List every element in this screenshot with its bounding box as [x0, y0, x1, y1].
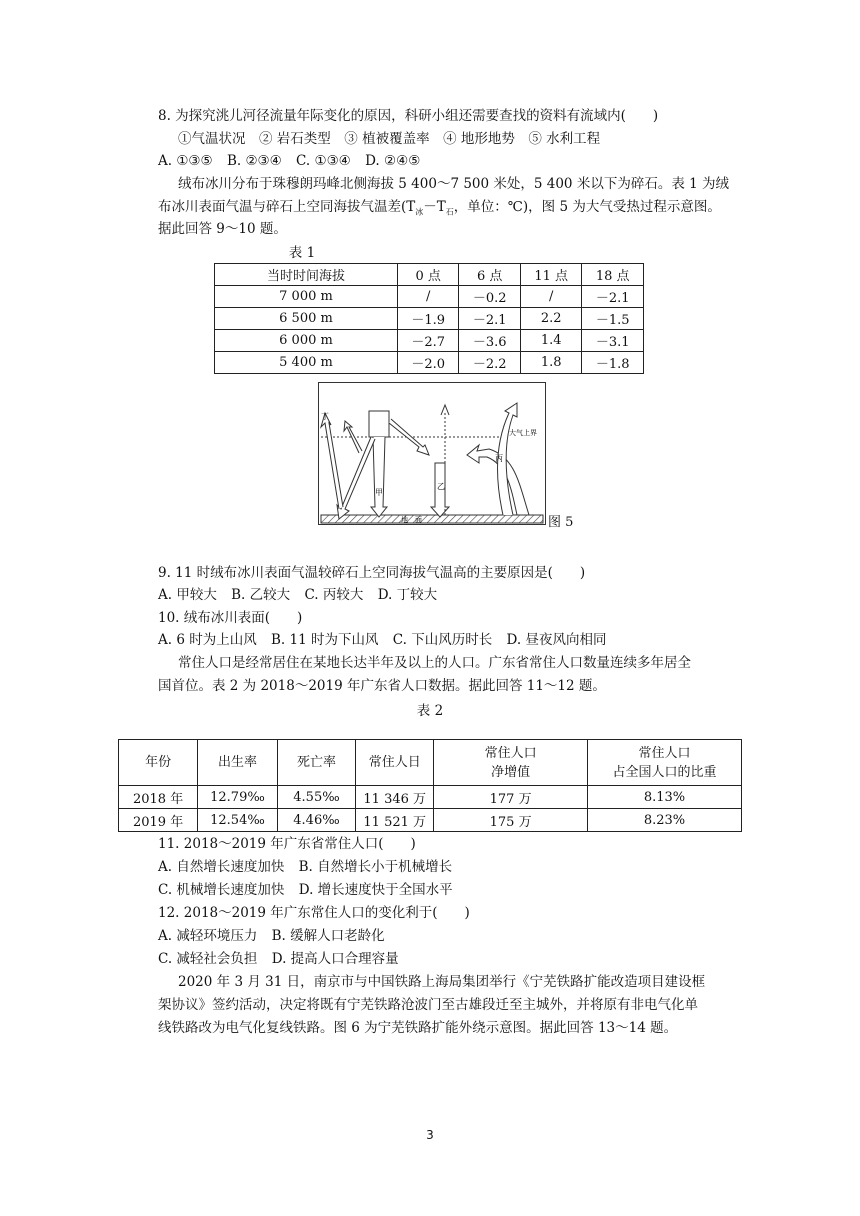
q12-stem: 12. 2018～2019 年广东常住人口的变化利于( ): [158, 905, 470, 921]
q11-option-c: C. 机械增长速度加快: [158, 882, 285, 898]
q9-stem: 9. 11 时绒布冰川表面气温较碎石上空同海拔气温高的主要原因是( ): [158, 565, 586, 581]
table-cell: 11 346 万: [356, 786, 434, 809]
table-header-cell: 当时时间海拔: [215, 264, 398, 286]
table1: [214, 263, 644, 374]
table-header-cell: 常住人日: [356, 740, 434, 786]
label-ground: 地 面: [401, 516, 422, 524]
table-cell: 175 万: [434, 809, 588, 832]
table-cell: 177 万: [434, 786, 588, 809]
table-header-cell: 年份: [119, 740, 198, 786]
label-atmosphere-top: 大气上界: [509, 429, 537, 437]
q8-option-a: A. ①③⑤: [158, 153, 213, 169]
table-cell: 5 400 m: [215, 352, 398, 374]
table-cell: －3.1: [582, 330, 644, 352]
q12-option-a: A. 减轻环境压力: [158, 928, 258, 944]
table-header-row: [119, 740, 742, 786]
label-ding: 丁: [321, 412, 329, 421]
q12-option-b: B. 缓解人口老龄化: [271, 928, 385, 944]
q8-option-d: D. ②④⑤: [365, 153, 421, 169]
table-cell: －2.1: [459, 308, 520, 330]
table-cell: /: [520, 286, 581, 308]
ground-hatch: [321, 515, 543, 523]
table-row: [215, 352, 644, 374]
para1-line3: 据此回答 9～10 题。: [158, 221, 287, 237]
table-cell: 6 500 m: [215, 308, 398, 330]
q10-option-d: D. 昼夜风向相同: [506, 632, 607, 648]
table-header-cell: 0 点: [398, 264, 459, 286]
table-header-cell: 出生率: [198, 740, 278, 786]
q10-stem: 10. 绒布冰川表面( ): [158, 610, 303, 626]
arrow-jia: [371, 437, 387, 517]
para2-line2: 国首位。表 2 为 2018～2019 年广东省人口数据。据此回答 11～12 题。: [158, 678, 606, 694]
table-cell: 12.54‰: [198, 809, 278, 832]
figure5-caption: 图 5: [548, 515, 574, 530]
q8-options: [158, 151, 430, 171]
table2-caption: 表 2: [416, 703, 444, 719]
q8-option-c: C. ①③④: [296, 153, 351, 169]
q9-option-a: A. 甲较大: [158, 587, 217, 603]
table-cell: 8.23%: [587, 809, 741, 832]
table-cell: －3.6: [459, 330, 520, 352]
table-header-cell: 常住人口 占全国人口的比重: [587, 740, 741, 786]
table-cell: 7 000 m: [215, 286, 398, 308]
table-cell: －1.8: [582, 352, 644, 374]
table-row: [119, 809, 742, 832]
para1-line1: 绒布冰川分布于珠穆朗玛峰北侧海拔 5 400～7 500 米处，5 400 米以下为碎石。表 1 为绒: [178, 176, 729, 192]
atmosphere-heating-diagram: [319, 383, 545, 524]
table-cell: /: [398, 286, 459, 308]
page-number: 3: [426, 1128, 434, 1142]
table-cell: －2.0: [398, 352, 459, 374]
table-cell: 2.2: [520, 308, 581, 330]
table-cell: 4.55‰: [277, 786, 355, 809]
incoming-radiation-box: [369, 411, 389, 437]
q10-option-a: A. 6 时为上山风: [158, 632, 257, 648]
q11-stem: 11. 2018～2019 年广东省常住人口( ): [158, 836, 416, 852]
table-row: [215, 330, 644, 352]
q11-option-b: B. 自然增长小于机械增长: [298, 859, 453, 875]
table-row: [215, 286, 644, 308]
scatter-arrow-right: [389, 419, 429, 455]
q11-options-row2: [158, 880, 463, 900]
table-cell: 12.79‰: [198, 786, 278, 809]
q8-items: ①气温状况 ② 岩石类型 ③ 植被覆盖率 ④ 地形地势 ⑤ 水利工程: [178, 131, 601, 147]
q9-option-c: C. 丙较大: [304, 587, 364, 603]
q12-option-c: C. 减轻社会负担: [158, 951, 258, 967]
label-jia: 甲: [375, 488, 383, 497]
table-cell: 6 000 m: [215, 330, 398, 352]
table2: [118, 739, 742, 832]
table-cell: 11 521 万: [356, 809, 434, 832]
q12-options-row1: [158, 926, 395, 946]
figure5: [318, 382, 546, 525]
q9-options: [158, 585, 447, 605]
table-cell: 1.4: [520, 330, 581, 352]
q11-option-a: A. 自然增长速度加快: [158, 859, 285, 875]
table-header-cell: 常住人口 净增值: [434, 740, 588, 786]
para3-line3: 线铁路改为电气化复线铁路。图 6 为宁芜铁路扩能外绕示意图。据此回答 13～14 题。: [158, 1020, 678, 1036]
q10-option-c: C. 下山风历时长: [392, 632, 493, 648]
q9-option-d: D. 丁较大: [377, 587, 438, 603]
table1-caption: 表 1: [288, 245, 316, 261]
table-cell: －2.7: [398, 330, 459, 352]
q11-options-row1: [158, 857, 462, 877]
arrow-ding: [321, 413, 343, 509]
table-header-row: [215, 264, 644, 286]
table-header-cell: 11 点: [520, 264, 581, 286]
label-yi: 乙: [437, 482, 445, 491]
table-cell: 2019 年: [119, 809, 198, 832]
para3-line2: 架协议》签约活动，决定将既有宁芜铁路沧波门至古雄段迁至主城外，并将原有非电气化单: [158, 997, 698, 1013]
label-bing: 丙: [495, 454, 503, 463]
table-cell: 2018 年: [119, 786, 198, 809]
table-header-cell: 死亡率: [277, 740, 355, 786]
table-cell: －2.2: [459, 352, 520, 374]
table-cell: －2.1: [582, 286, 644, 308]
table-row: [119, 786, 742, 809]
q10-option-b: B. 11 时为下山风: [271, 632, 379, 648]
table-row: [215, 308, 644, 330]
table-cell: 8.13%: [587, 786, 741, 809]
q8-option-b: B. ②③④: [226, 153, 282, 169]
q10-options: [158, 630, 616, 650]
table-cell: －0.2: [459, 286, 520, 308]
q12-option-d: D. 提高人口合理容量: [271, 951, 399, 967]
para1-line2: 布冰川表面气温与碎石上空同海拔气温差($T_冰-T_石$，单位：℃)，图 5 为大气受热过程示意图。: [158, 199, 721, 217]
q9-option-b: B. 乙较大: [231, 587, 291, 603]
table-cell: －1.5: [582, 308, 644, 330]
para2-line1: 常住人口是经常居住在某地长达半年及以上的人口。广东省常住人口数量连续多年居全: [178, 655, 691, 671]
table-cell: 1.8: [520, 352, 581, 374]
q12-options-row2: [158, 949, 409, 969]
table-cell: 4.46‰: [277, 809, 355, 832]
q11-option-d: D. 增长速度快于全国水平: [298, 882, 453, 898]
table-header-cell: 18 点: [582, 264, 644, 286]
table-cell: －1.9: [398, 308, 459, 330]
para3-line1: 2020 年 3 月 31 日，南京市与中国铁路上海局集团举行《宁芜铁路扩能改造项目建设框: [178, 974, 706, 990]
table-header-cell: 6 点: [459, 264, 520, 286]
q8-stem: 8. 为探究洮儿河径流量年际变化的原因，科研小组还需要查找的资料有流域内( ): [158, 108, 659, 124]
